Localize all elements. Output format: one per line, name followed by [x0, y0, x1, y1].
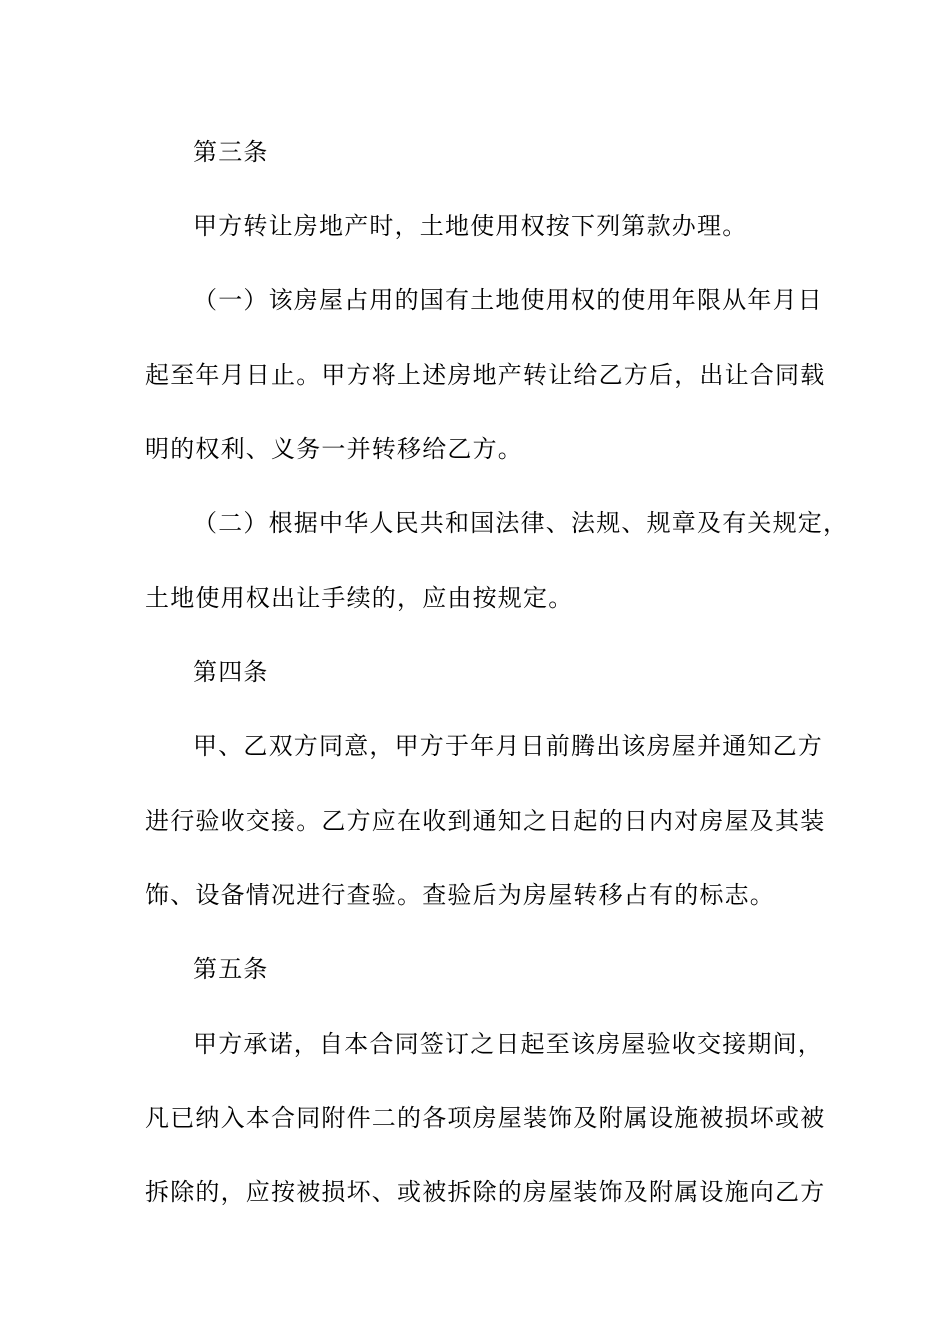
article-5-line-2: 凡已纳入本合同附件二的各项房屋装饰及附属设施被损坏或被: [145, 1104, 826, 1132]
article-4-heading: 第四条: [193, 658, 269, 686]
article-5-line-1: 甲方承诺，自本合同签订之日起至该房屋验收交接期间，: [193, 1030, 823, 1058]
article-3-heading: 第三条: [193, 138, 269, 166]
article-3-clause-2-line-2: 土地使用权出让手续的，应由按规定。: [145, 584, 574, 612]
article-4-line-3: 饰、设备情况进行查验。查验后为房屋转移占有的标志。: [145, 881, 775, 909]
article-5-line-3: 拆除的，应按被损坏、或被拆除的房屋装饰及附属设施向乙方: [145, 1178, 826, 1206]
article-3-clause-2-line-1: （二）根据中华人民共和国法律、法规、规章及有关规定，: [193, 509, 849, 537]
article-5-heading: 第五条: [193, 955, 269, 983]
article-3-clause-1-line-1: （一）该房屋占用的国有土地使用权的使用年限从年月日: [193, 286, 823, 314]
article-3-clause-1-line-2: 起至年月日止。甲方将上述房地产转让给乙方后，出让合同载: [145, 361, 826, 389]
article-3-intro: 甲方转让房地产时，土地使用权按下列第款办理。: [193, 212, 748, 240]
article-4-line-2: 进行验收交接。乙方应在收到通知之日起的日内对房屋及其装: [145, 807, 826, 835]
article-4-line-1: 甲、乙双方同意，甲方于年月日前腾出该房屋并通知乙方: [193, 732, 823, 760]
article-3-clause-1-line-3: 明的权利、义务一并转移给乙方。: [145, 435, 523, 463]
